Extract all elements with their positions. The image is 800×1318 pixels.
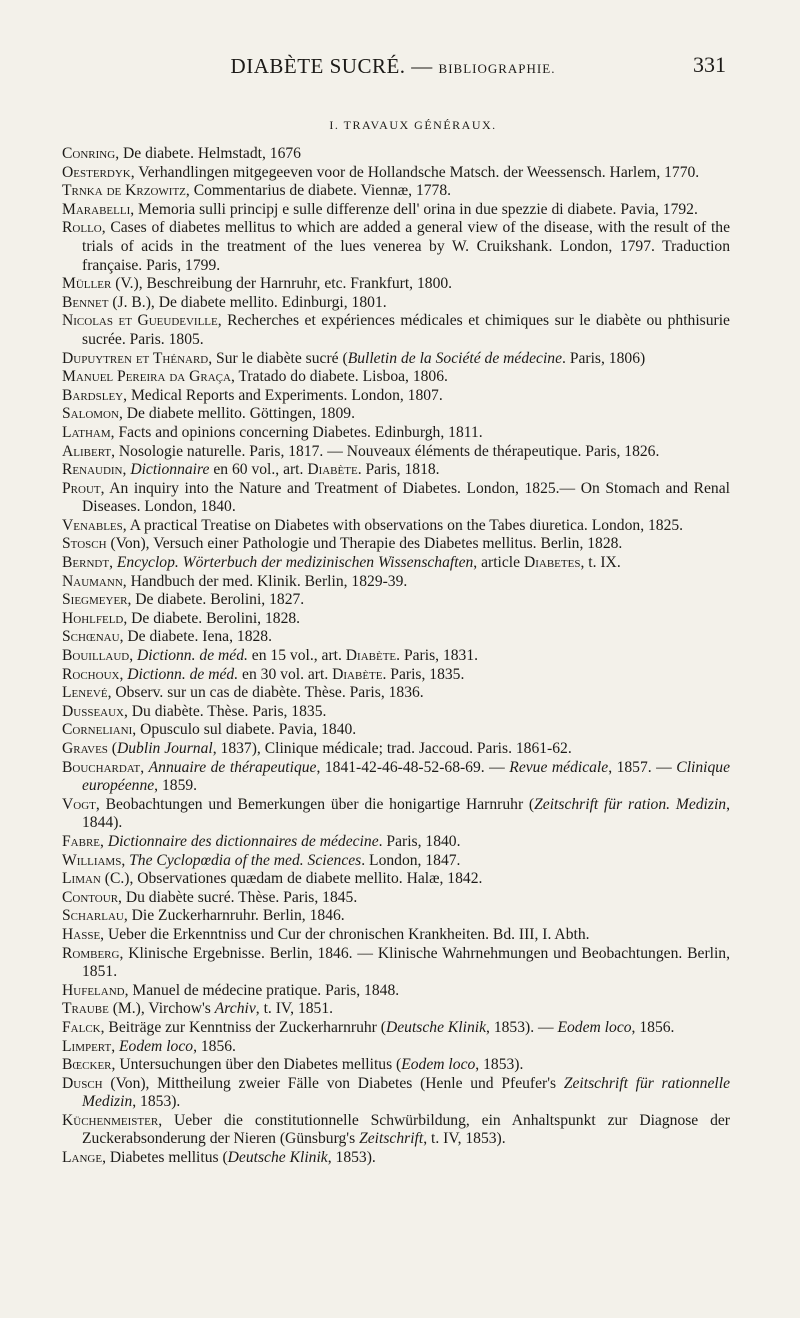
entry-text: , Opusculo sul diabete. Pavia, 1840.: [132, 721, 357, 739]
bibliography-entry: [62, 703, 730, 722]
entry-text: ,: [111, 1037, 119, 1055]
entry-smallcaps: Limpert: [62, 1037, 112, 1055]
entry-smallcaps: Diabète: [307, 461, 358, 479]
entry-text: , Medical Reports and Experiments. London, 1807.: [123, 386, 443, 404]
entry-text: , article: [473, 554, 524, 572]
entry-smallcaps: Falck: [62, 1018, 101, 1036]
bibliography-entry: [62, 1038, 730, 1057]
entry-text: , De diabete mellito. Göttingen, 1809.: [118, 405, 355, 423]
entry-text: ,: [122, 461, 131, 479]
bibliography-entry: [62, 350, 730, 369]
entry-smallcaps: Dusch: [62, 1074, 103, 1092]
entry-text: , Diabetes mellitus (: [102, 1149, 228, 1167]
bibliography-entry: [62, 907, 730, 926]
bibliography-entry: [62, 852, 730, 871]
entry-smallcaps: Dusseaux: [62, 702, 124, 720]
entry-text: . Paris, 1818.: [357, 461, 440, 479]
page-number: 331: [693, 52, 726, 77]
entry-smallcaps: Bardsley: [62, 386, 124, 404]
bibliography-entry: [62, 517, 730, 536]
entry-smallcaps: Hufeland: [62, 981, 125, 999]
entry-text: , Untersuchungen über den Diabetes mellitus (: [111, 1056, 402, 1074]
entry-italic: Dictionnaire: [130, 461, 210, 479]
entry-smallcaps: Bœcker: [62, 1056, 112, 1074]
entry-smallcaps: Lange: [62, 1149, 103, 1167]
entry-text: (M.), Virchow's: [108, 1000, 215, 1018]
bibliography-entry: [62, 1000, 730, 1019]
entry-smallcaps: Bouchardat: [62, 758, 141, 776]
bibliography-entry: [62, 870, 730, 889]
entry-smallcaps: Dupuytren et Thénard: [62, 349, 209, 367]
bibliography-entry: [62, 1019, 730, 1038]
entry-text: , 1853).: [475, 1056, 524, 1074]
entry-smallcaps: Diabète: [332, 665, 383, 683]
entry-text: (Von), Mittheilung zweier Fälle von Diabetes (Henle und Pfeufer's: [102, 1074, 564, 1092]
entry-text: , 1859.: [154, 777, 198, 795]
entry-italic: Dublin Journal: [117, 740, 213, 757]
bibliography-entry: [62, 164, 730, 183]
entry-text: , Facts and opinions concerning Diabetes. Edinburgh, 1811.: [110, 423, 483, 441]
bibliography-entry: [62, 591, 730, 610]
entry-text: , De diabete. Iena, 1828.: [119, 628, 272, 646]
entry-smallcaps: Rollo: [62, 219, 102, 237]
entry-text: . Paris, 1840.: [378, 832, 461, 850]
bibliography-entry: [62, 647, 730, 666]
entry-italic: Zeitschrift für rationnelle Medizin: [82, 1074, 730, 1111]
entry-text: ,: [109, 554, 117, 572]
entry-text: ,: [119, 665, 128, 683]
entry-italic: Dictionnaire des dictionnaires de médecine: [107, 832, 379, 850]
entry-text: ,: [121, 851, 130, 869]
bibliography-entry: [62, 275, 730, 294]
entry-text: , Observ. sur un cas de diabète. Thèse. Paris, 1836.: [107, 684, 424, 702]
entry-smallcaps: Stosch: [62, 535, 107, 553]
entry-text: , Nosologie naturelle. Paris, 1817. — Nouveaux éléments de thérapeutique. Paris, 1826.: [111, 442, 660, 460]
entry-text: , Memoria sulli principj e sulle differenze dell' orina in due spezzie di diabete. Pavia, 1792.: [130, 200, 698, 218]
entry-italic: Zeitschrift für ration. Medizin: [534, 795, 727, 813]
bibliography-entry: [62, 684, 730, 703]
entry-italic: The Cyclopœdia of the med. Sciences: [129, 851, 362, 869]
bibliography-entry: [62, 535, 730, 554]
entry-smallcaps: Corneliani: [62, 721, 133, 739]
entry-text: , 1857. —: [608, 758, 677, 776]
entry-smallcaps: Siegmeyer: [62, 591, 128, 609]
bibliography-entry: [62, 182, 730, 201]
entry-smallcaps: Diabète: [345, 647, 397, 665]
entry-text: , 1856.: [193, 1037, 236, 1055]
entry-text: , 1853). —: [486, 1018, 558, 1036]
entry-smallcaps: Rochoux: [62, 665, 120, 683]
entry-smallcaps: Trnka de Krzowitz: [62, 182, 186, 200]
running-title-sub: BIBLIOGRAPHIE.: [438, 61, 556, 76]
entry-smallcaps: Williams: [62, 851, 122, 869]
entry-text: en 15 vol., art.: [247, 647, 346, 665]
entry-italic: Dictionn. de méd.: [127, 665, 239, 683]
entry-text: . Paris, 1831.: [396, 647, 479, 665]
entry-smallcaps: Berndt: [62, 554, 110, 572]
entry-text: , 1856.: [631, 1018, 675, 1036]
bibliography-entry: [62, 610, 730, 629]
entry-text: , Du diabète. Thèse. Paris, 1835.: [124, 702, 327, 720]
entry-text: . Paris, 1835.: [382, 665, 465, 683]
entry-text: ,: [129, 647, 138, 665]
entry-text: , Ueber die Erkenntniss und Cur der chronischen Krankheiten. Bd. III, I. Abth.: [100, 925, 590, 943]
bibliography-entry: [62, 405, 730, 424]
bibliography-entry: [62, 145, 730, 164]
entry-italic: Archiv: [214, 1000, 256, 1018]
entry-smallcaps: Traube: [62, 1000, 109, 1018]
entry-text: , Beobachtungen und Bemerkungen über die honigartige Harnruhr (: [95, 795, 535, 813]
entry-text: , Verhandlingen mitgegeeven voor de Hollandsche Matsch. der Weessensch. Harlem, 1770.: [130, 163, 700, 181]
bibliography-entry: [62, 368, 730, 387]
entry-text: , Ueber die constitutionnelle Schwürbildung, ein Anhaltspunkt zur Diagnose der Zuckerabsonderung der Nieren (Günsburg's: [82, 1111, 730, 1148]
entry-text: (: [107, 740, 117, 757]
entry-italic: Bulletin de la Société de médecine: [347, 349, 563, 367]
bibliography-entry: [62, 424, 730, 443]
entry-text: . Paris, 1806): [562, 349, 646, 367]
entry-italic: Encyclop. Wörterbuch der medizinischen Wissenschaften: [116, 554, 474, 572]
running-title-main: DIABÈTE SUCRÉ.: [230, 54, 406, 78]
entry-smallcaps: Küchenmeister: [62, 1111, 159, 1129]
entry-smallcaps: Oesterdyk: [62, 163, 131, 181]
bibliography-entry: [62, 889, 730, 908]
entry-smallcaps: Vogt: [62, 795, 96, 813]
entry-text: ,: [140, 758, 149, 776]
entry-italic: Eodem loco: [401, 1056, 476, 1074]
entry-smallcaps: Fabre: [62, 832, 101, 850]
entry-smallcaps: Hohlfeld: [62, 609, 124, 627]
entry-smallcaps: Naumann: [62, 572, 123, 590]
entry-text: (C.), Observationes quædam de diabete mellito. Halæ, 1842.: [100, 870, 483, 888]
entry-italic: Deutsche Klinik: [227, 1149, 328, 1167]
entry-text: , Commentarius de diabete. Viennæ, 1778.: [185, 182, 452, 200]
bibliography-entry: [62, 443, 730, 462]
bibliography-entry: [62, 628, 730, 647]
entry-smallcaps: Prout: [62, 479, 101, 497]
entry-smallcaps: Conring: [62, 145, 116, 162]
entry-text: , Klinische Ergebnisse. Berlin, 1846. — Klinische Wahrnehmungen und Beobachtungen. Berlin, 1851.: [82, 944, 730, 981]
bibliography-entry: [62, 201, 730, 220]
entry-smallcaps: Renaudin: [62, 461, 123, 479]
entry-text: . London, 1847.: [361, 851, 461, 869]
section-title: I. TRAVAUX GÉNÉRAUX.: [329, 118, 497, 132]
entry-italic: Eodem loco: [119, 1037, 194, 1055]
entry-text: en 30 vol. art.: [238, 665, 333, 683]
bibliography-entry: [62, 945, 730, 982]
entry-text: , Cases of diabetes mellitus to which are added a general view of the disease, with the result of the trials of acids in the treatment of the lues venerea by W. Cruikshank. London, 1797. Traduction française. Paris, 1799.: [82, 219, 730, 274]
entry-smallcaps: Latham: [62, 423, 111, 441]
entry-smallcaps: Liman: [62, 870, 101, 888]
bibliography-entry: [62, 312, 730, 349]
entry-text: , t. IX.: [580, 554, 621, 572]
entry-italic: Revue médicale: [509, 758, 609, 776]
entry-smallcaps: Hasse: [62, 925, 101, 943]
entry-italic: Deutsche Klinik: [385, 1018, 487, 1036]
entry-smallcaps: Alibert: [62, 442, 112, 460]
entry-text: , 1853).: [132, 1093, 181, 1111]
entry-italic: Dictionn. de méd.: [137, 647, 248, 665]
entry-smallcaps: Romberg: [62, 944, 120, 962]
bibliography-entry: [62, 294, 730, 313]
entry-text: , 1841-42-46-48-52-68-69. —: [316, 758, 510, 776]
running-title: [60, 54, 726, 79]
bibliography-entry: [62, 833, 730, 852]
entry-smallcaps: Scharlau: [62, 907, 124, 925]
bibliography-entry: [62, 759, 730, 796]
bibliography-entry: [62, 1075, 730, 1112]
entry-text: , 1844).: [82, 795, 730, 832]
entry-text: , Beiträge zur Kenntniss der Zuckerharnruhr (: [100, 1018, 386, 1036]
bibliography-entry: [62, 982, 730, 1001]
entry-italic: Zeitschrift: [359, 1130, 424, 1148]
entry-smallcaps: Contour: [62, 888, 119, 906]
bibliography-entry: [62, 387, 730, 406]
entry-text: , Recherches et expériences médicales et chimiques sur le diabète ou phthisurie sucrée. Paris. 1805.: [82, 312, 730, 348]
bibliography-entry: [62, 554, 730, 573]
entry-text: , Tratado do diabete. Lisboa, 1806.: [230, 368, 448, 386]
entry-italic: Clinique européenne: [82, 758, 731, 795]
entry-text: , t. IV, 1851.: [255, 1000, 334, 1018]
bibliography-entry: [62, 721, 730, 740]
entry-text: (V.), Beschreibung der Harnruhr, etc. Frankfurt, 1800.: [111, 275, 453, 293]
running-title-dash: —: [405, 54, 439, 78]
entry-text: , A practical Treatise on Diabetes with observations on the Tabes diuretica. London, 1825.: [122, 516, 684, 534]
entry-text: , Du diabète sucré. Thèse. Paris, 1845.: [118, 888, 358, 906]
bibliography-entry: [62, 573, 730, 592]
entry-smallcaps: Graves: [62, 740, 108, 757]
entry-smallcaps: Schœnau: [62, 628, 120, 646]
entry-text: , Sur le diabète sucré (: [208, 349, 348, 367]
bibliography-entry: [62, 1112, 730, 1149]
entry-smallcaps: Manuel Pereira da Graça: [62, 368, 231, 386]
entry-text: ,: [100, 832, 108, 850]
entry-smallcaps: Bennet: [62, 293, 109, 311]
bibliography-entry: [62, 666, 730, 685]
entry-smallcaps: Bouillaud: [62, 647, 130, 665]
bibliography-entry: [62, 796, 730, 833]
entry-text: , Manuel de médecine pratique. Paris, 1848.: [124, 981, 400, 999]
entry-text: , De diabete. Helmstadt, 1676: [115, 145, 301, 162]
entry-text: , Die Zuckerharnruhr. Berlin, 1846.: [123, 907, 345, 925]
entry-text: , De diabete. Berolini, 1828.: [123, 609, 301, 627]
entry-italic: Annuaire de thérapeutique: [148, 758, 317, 776]
entry-text: en 60 vol., art.: [209, 461, 308, 479]
entry-smallcaps: Müller: [62, 275, 112, 293]
entry-text: , An inquiry into the Nature and Treatment of Diabetes. London, 1825.— On Stomach and Renal Diseases. London, 1840.: [82, 479, 730, 516]
entry-text: , De diabete. Berolini, 1827.: [127, 591, 305, 609]
entry-text: , 1853).: [327, 1149, 376, 1167]
entry-smallcaps: Marabelli: [62, 200, 131, 218]
entry-smallcaps: Venables: [62, 516, 123, 534]
bibliography-entry: [62, 1149, 730, 1168]
bibliography-entry: [62, 461, 730, 480]
entry-text: (J. B.), De diabete mellito. Edinburgi, 1801.: [108, 293, 387, 311]
bibliography-entry: [62, 1056, 730, 1075]
bibliography-list: [62, 145, 730, 1168]
bibliography-entry: [62, 740, 730, 759]
bibliography-entry: [62, 480, 730, 517]
entry-smallcaps: Lenevé: [62, 684, 108, 702]
entry-smallcaps: Salomon: [62, 405, 119, 423]
entry-text: , t. IV, 1853).: [423, 1130, 506, 1148]
entry-text: , 1837), Clinique médicale; trad. Jaccoud. Paris. 1861-62.: [212, 740, 572, 757]
entry-smallcaps: Nicolas et Gueudeville: [62, 312, 218, 330]
entry-text: , Handbuch der med. Klinik. Berlin, 1829-39.: [122, 572, 408, 590]
page-header: [60, 54, 726, 84]
entry-text: (Von), Versuch einer Pathologie und Therapie des Diabetes mellitus. Berlin, 1828.: [106, 535, 623, 553]
entry-smallcaps: Diabetes: [523, 554, 581, 572]
bibliography-entry: [62, 219, 730, 275]
bibliography-entry: [62, 926, 730, 945]
entry-italic: Eodem loco: [557, 1018, 632, 1036]
